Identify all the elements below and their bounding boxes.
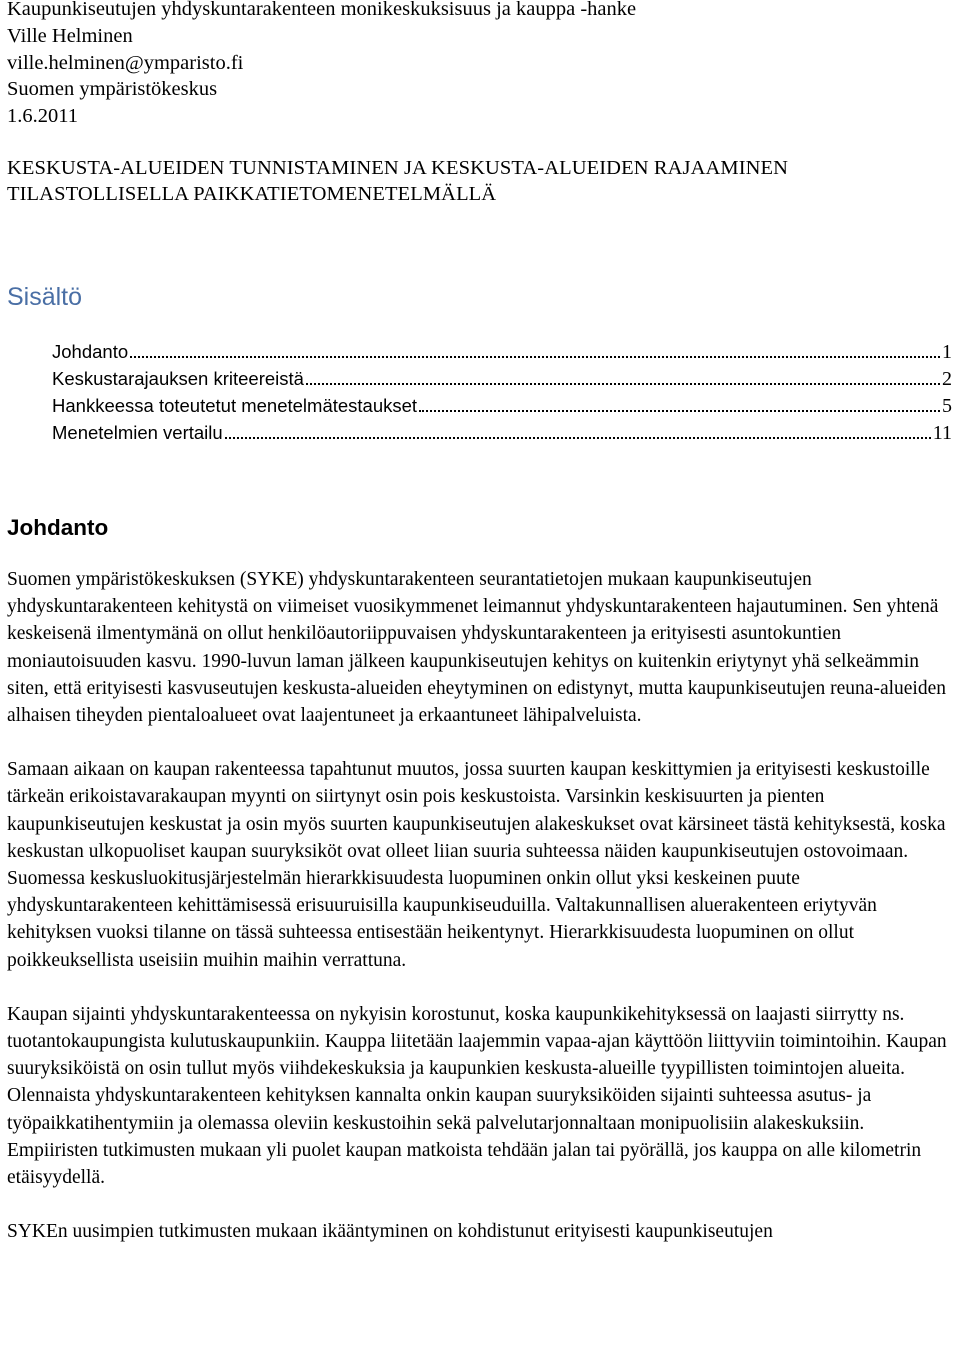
toc-dot-leader: [130, 356, 940, 358]
toc-dot-leader: [225, 437, 931, 439]
table-of-contents: [52, 338, 952, 446]
toc-entry-page: 11: [932, 421, 952, 444]
toc-entry-label: Menetelmien vertailu: [52, 421, 223, 443]
toc-entry-label: Keskustarajauksen kriteereistä: [52, 367, 304, 389]
toc-entry-johdanto[interactable]: [52, 338, 952, 365]
document-page: [7, 0, 953, 1245]
toc-entry-page: 1: [942, 340, 952, 363]
toc-heading: Sisältö: [7, 282, 83, 311]
author-email[interactable]: ville.helminen@ymparisto.fi: [7, 51, 244, 74]
document-title: [7, 155, 953, 207]
section-heading-johdanto: Johdanto: [7, 514, 109, 540]
toc-entry-keskustarajauksen-kriteereista[interactable]: [52, 365, 952, 392]
author-name: Ville Helminen: [7, 24, 133, 47]
toc-entry-label: Johdanto: [52, 340, 129, 362]
toc-entry-menetelmien-vertailu[interactable]: [52, 419, 952, 446]
toc-entry-page: 5: [942, 394, 952, 417]
toc-dot-leader: [419, 410, 940, 412]
body-paragraph: Samaan aikaan on kaupan rakenteessa tapahtunut muutos, jossa suurten kaupan keskittymien ja erityisesti keskustoille tärkeän erikoistavarakaupan myynti on siirtynyt osin pois keskustoista. Varsinkin keskisuurten ja pienten kaupunkiseutujen keskustat ja osin myös suurten kaupunkiseutujen alakeskukset ovat kärsineet tästä kehityksestä, koska keskustan ulkopuoliset kaupan suuryksiköt ovat olleet liian suuria suhteessa näiden kaupunkiseutujen ostovoimaan. Suomessa keskusluokitusjärjestelmän hierarkkisuudesta luopuminen onkin ollut yksi keskeinen puute yhdyskuntarakenteen kehittämisessä erisuuruisilla kaupunkiseuduilla. Valtakunnallisen aluerakenteen eriytyvän kehityksen vuoksi tilanne on tässä suhteessa entisestään heikentynyt. Hierarkkisuudesta luopuminen on ollut poikkeuksellista useisiin muihin maihin verrattuna.: [7, 759, 946, 971]
toc-dot-leader: [306, 383, 940, 385]
document-date: 1.6.2011: [7, 105, 78, 128]
toc-entry-menetelmatestaukset[interactable]: [52, 392, 952, 419]
organization-name: Suomen ympäristökeskus: [7, 78, 218, 101]
project-name: Kaupunkiseutujen yhdyskuntarakenteen monikeskuksisuus ja kauppa -hanke: [7, 0, 637, 20]
toc-entry-label: Hankkeessa toteutetut menetelmätestaukset: [52, 394, 418, 416]
document-title-line-1: KESKUSTA-ALUEIDEN TUNNISTAMINEN JA KESKUSTA-ALUEIDEN RAJAAMINEN: [7, 156, 789, 179]
body-paragraph: Suomen ympäristökeskuksen (SYKE) yhdyskuntarakenteen seurantatietojen mukaan kaupunkiseutujen yhdyskuntarakenteen kehitystä on viimeiset vuosikymmenet leimannut yhdyskuntarakenteen hajautuminen. Sen yhtenä keskeisenä ilmentymänä on ollut henkilöautoriippuvaisen yhdyskuntarakenteen ja erityisesti asuntokuntien moniautoisuuden kasvu. 1990-luvun laman jälkeen kaupunkiseutujen kehitys on kuitenkin eriytynyt yhä selkeämmin siten, että erityisesti kasvuseutujen keskusta-alueiden eheytyminen on edistynyt, mutta kaupunkiseutujen reuna-alueiden alhaisen tiheyden pientaloalueet ovat laajentuneet ja erkaantuneet lähipalveluista.: [7, 568, 946, 726]
section-body: [7, 566, 953, 1245]
document-header: [7, 0, 953, 130]
body-paragraph: SYKEn uusimpien tutkimusten mukaan ikääntyminen on kohdistunut erityisesti kaupunkiseutujen: [7, 1221, 773, 1243]
body-paragraph: Kaupan sijainti yhdyskuntarakenteessa on nykyisin korostunut, koska kaupunkikehityksessä on laajasti siirrytty ns. tuotantokaupungista kulutuskaupunkiin. Kauppa liitetään laajemmin vapaa-ajan käyttöön liittyviin toimintoihin. Kaupan suuryksiköistä on osin tullut myös viihdekeskuksia ja kaupunkien keskusta-alueille tyypillisten toimintojen alueita. Olennaista yhdyskuntarakenteen kehityksen kannalta onkin kaupan suuryksiköiden sijainti suhteessa asutus- ja työpaikkatihentymiin ja olemassa oleviin keskustoihin sekä palvelutarjonnaltaan monipuolisiin alakeskuksiin. Empiiristen tutkimusten mukaan yli puolet kaupan matkoista tehdään jalan tai pyörällä, jos kauppa on alle kilometrin etäisyydellä.: [7, 1003, 947, 1189]
toc-entry-page: 2: [942, 367, 952, 390]
document-title-line-2: TILASTOLLISELLA PAIKKATIETOMENETELMÄLLÄ: [7, 182, 497, 205]
